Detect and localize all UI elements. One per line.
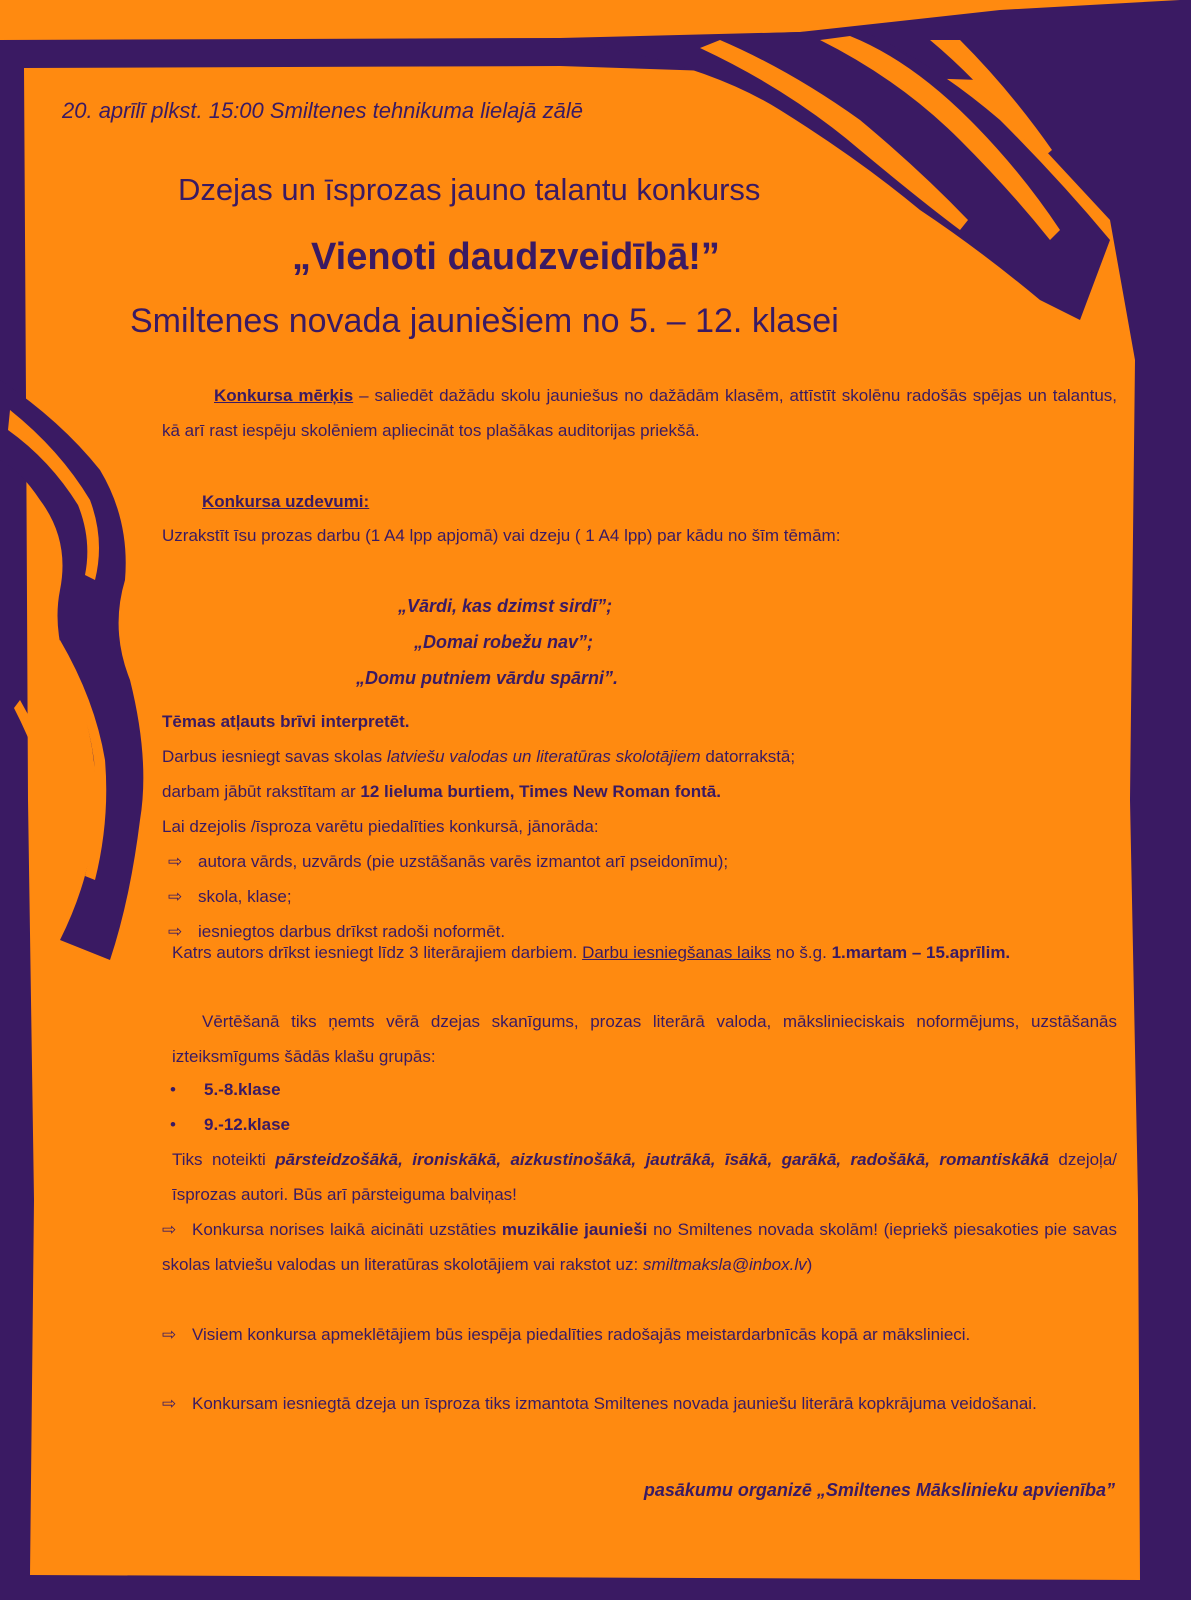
event-date-line: 20. aprīlī plkst. 15:00 Smiltenes tehnikuma lielajā zālē bbox=[62, 98, 583, 123]
requirement-item bbox=[162, 879, 1117, 914]
awards-paragraph bbox=[172, 1142, 1117, 1212]
music-text: Konkursa norises laikā aicināti uzstāties bbox=[192, 1220, 502, 1239]
arrow-icon: ⇨ bbox=[162, 1220, 177, 1239]
requirement-text: iesniegtos darbus drīkst radoši noformēt. bbox=[198, 922, 506, 941]
requirement-intro: Lai dzejolis /īsproza varētu piedalīties konkursā, jānorāda: bbox=[162, 817, 599, 836]
limit-paragraph bbox=[172, 935, 1117, 970]
group-label: 5.-8.klase bbox=[204, 1080, 281, 1099]
group-item bbox=[162, 1072, 1117, 1107]
deadline-text: no š.g. bbox=[771, 943, 827, 962]
goal-text: – saliedēt dažādu skolu jauniešus no dažādām klasēm, attīstīt skolēnu radošās spējas un talantus, kā arī rast iespēju skolēniem apliecināt tos plašākas auditorijas priekšā. bbox=[162, 386, 1117, 440]
format-text: darbam jābūt rakstītam ar bbox=[162, 782, 361, 801]
evaluation-text: Vērtēšanā tiks ņemts vērā dzejas skanīgums, prozas literārā valoda, mākslinieciskais noformējums, uzstāšanās izteiksmīgums šādās klašu grupās: bbox=[172, 1012, 1117, 1066]
theme-3: „Domu putniem vārdu spārni”. bbox=[356, 668, 619, 688]
music-text-2: no Smiltenes novada skolām! (iepriekš piesakoties pie savas skolas latviešu valodas un literatūras skolotājiem vai rakstot uz: bbox=[162, 1220, 1117, 1274]
evaluation-paragraph bbox=[172, 1004, 1117, 1074]
deadline-label: Darbu iesniegšanas laiks bbox=[582, 943, 772, 962]
music-highlight: muzikālie jaunieši bbox=[501, 1220, 648, 1239]
requirement-text: skola, klase; bbox=[198, 887, 292, 906]
goal-paragraph bbox=[162, 378, 1117, 448]
awards-note: dzejoļa/īsprozas autori. Būs arī pārsteiguma balviņas! bbox=[172, 1150, 1118, 1204]
target-audience: Smiltenes novada jauniešiem no 5. – 12. klasei bbox=[130, 302, 839, 340]
format-font: 12 lieluma burtiem, Times New Roman fontā. bbox=[360, 782, 721, 801]
tasks-label: Konkursa uzdevumi: bbox=[202, 492, 370, 511]
tasks-intro: Uzrakstīt īsu prozas darbu (1 A4 lpp apjomā) vai dzeju ( 1 A4 lpp) par kādu no šīm tēmām: bbox=[162, 526, 841, 545]
submit-format: datorrakstā; bbox=[700, 747, 796, 766]
submit-line bbox=[162, 739, 1117, 774]
contest-title: Dzejas un īsprozas jauno talantu konkurss bbox=[178, 172, 761, 207]
theme-1: „Vārdi, kas dzimst sirdī”; bbox=[398, 596, 613, 616]
arrow-icon: ⇨ bbox=[162, 1394, 177, 1413]
tasks-label-row bbox=[162, 484, 1117, 519]
contest-motto: „Vienoti daudzveidībā!” bbox=[292, 236, 720, 278]
format-line bbox=[162, 774, 1117, 809]
group-list bbox=[162, 1072, 1117, 1142]
goal-label: Konkursa mērķis bbox=[214, 386, 354, 405]
collection-text: Konkursam iesniegtā dzeja un īsproza tiks izmantota Smiltenes novada jauniešu literārā kopkrājuma veidošanai. bbox=[192, 1394, 1037, 1413]
workshop-note bbox=[162, 1317, 1117, 1352]
arrow-icon: ⇨ bbox=[168, 852, 183, 871]
workshop-text: Visiem konkursa apmeklētājiem būs iespēja piedalīties radošajās meistardarbnīcās kopā ar mākslinieci. bbox=[192, 1325, 971, 1344]
contact-email[interactable]: smiltmaksla@inbox.lv bbox=[642, 1255, 807, 1274]
arrow-icon: ⇨ bbox=[168, 887, 183, 906]
arrow-icon: ⇨ bbox=[162, 1325, 177, 1344]
deadline-dates: 1.martam – 15.aprīlim. bbox=[831, 943, 1011, 962]
theme-2: „Domai robežu nav”; bbox=[414, 632, 594, 652]
limit-text: Katrs autors drīkst iesniegt līdz 3 literārajiem darbiem. bbox=[172, 943, 583, 962]
collection-note bbox=[162, 1386, 1117, 1421]
submit-teachers: latviešu valodas un literatūras skolotājiem bbox=[386, 747, 701, 766]
group-label: 9.-12.klase bbox=[204, 1115, 291, 1134]
organizer-line: pasākumu organizē „Smiltenes Mākslinieku apvienība” bbox=[643, 1480, 1115, 1500]
submit-text: Darbus iesniegt savas skolas bbox=[162, 747, 387, 766]
rules-block bbox=[162, 704, 1117, 949]
requirement-text: autora vārds, uzvārds (pie uzstāšanās varēs izmantot arī pseidonīmu); bbox=[198, 852, 729, 871]
group-item bbox=[162, 1107, 1117, 1142]
arrow-icon: ⇨ bbox=[168, 922, 183, 941]
awards-text: Tiks noteikti bbox=[172, 1150, 276, 1169]
interpret-line: Tēmas atļauts brīvi interpretēt. bbox=[162, 712, 410, 731]
music-close: ) bbox=[806, 1255, 813, 1274]
music-note bbox=[162, 1212, 1117, 1282]
bullet-icon: • bbox=[170, 1115, 176, 1134]
awards-categories: pārsteidzošākā, ironiskākā, aizkustinošākā, jautrākā, īsākā, garākā, radošākā, romantiskākā bbox=[275, 1150, 1049, 1169]
requirement-item bbox=[162, 844, 1117, 879]
bullet-icon: • bbox=[170, 1080, 176, 1099]
